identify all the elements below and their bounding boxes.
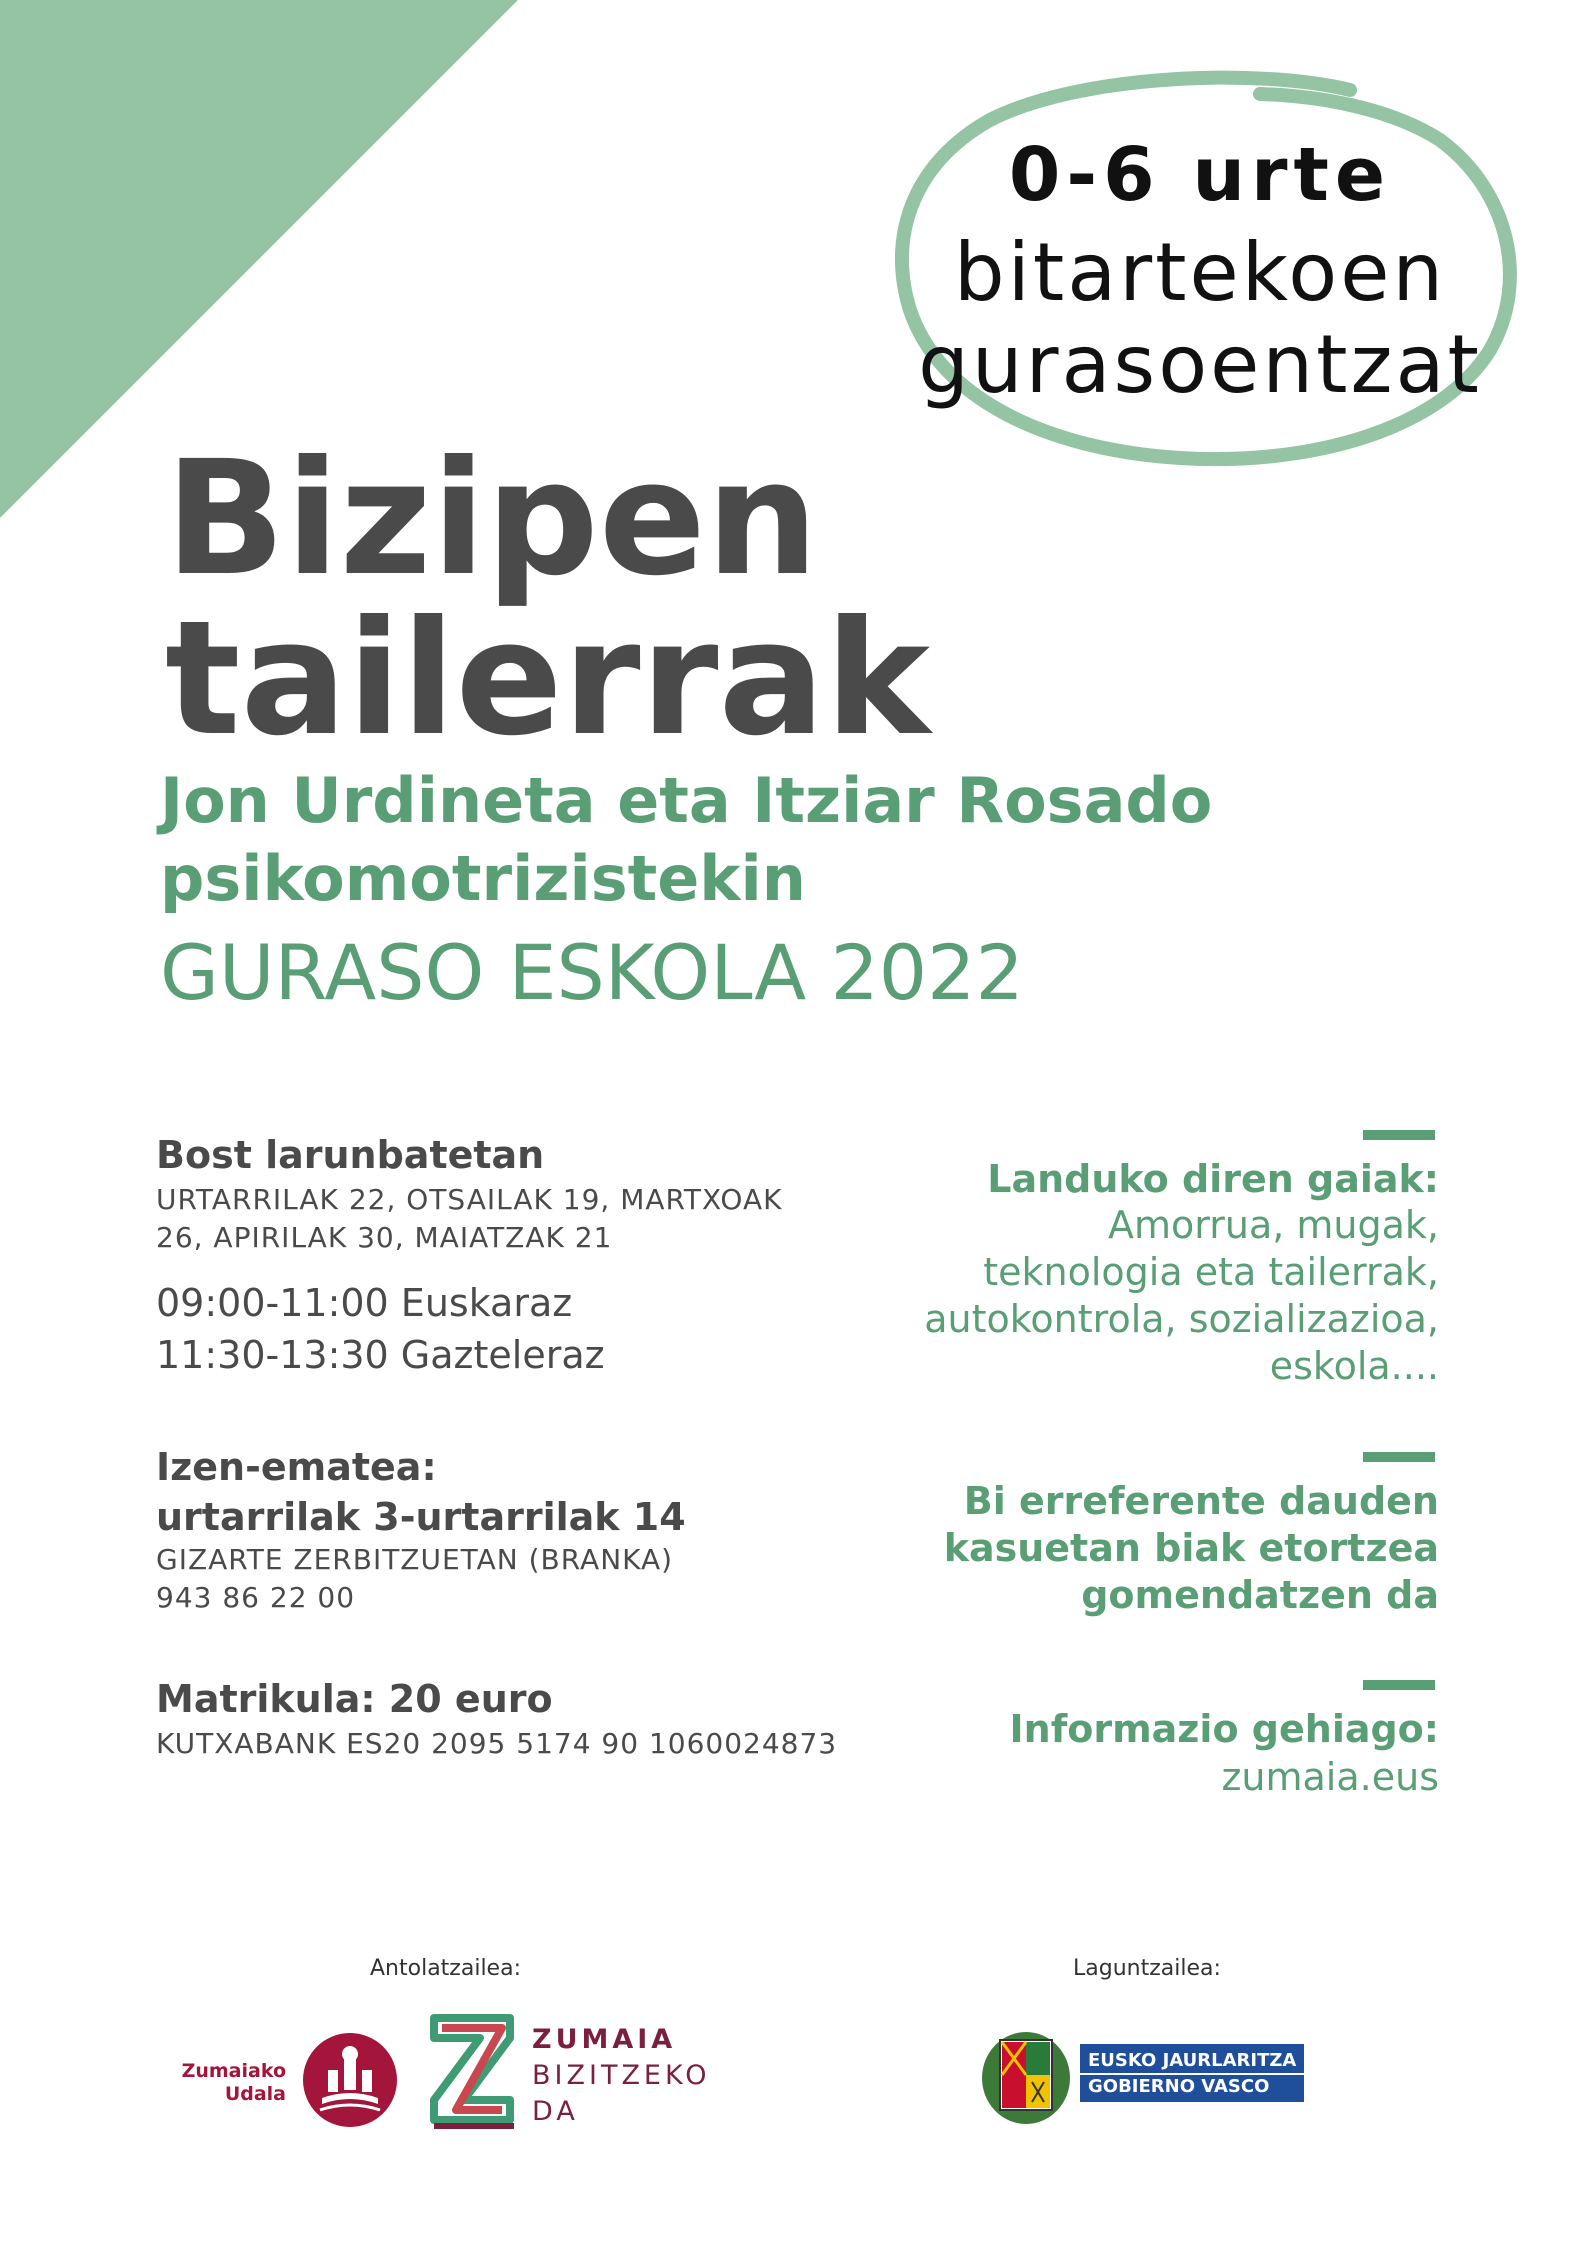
fee-bank-account: KUTXABANK ES20 2095 5174 90 1060024873 [156, 1727, 838, 1760]
topics-line: eskola.... [1269, 1344, 1439, 1388]
advice-line: Bi erreferente dauden [963, 1479, 1439, 1523]
registration-phone: 943 86 22 00 [156, 1581, 356, 1614]
info-heading: Informazio gehiago: [1009, 1707, 1439, 1751]
badge-line-2: bitartekoen [953, 226, 1447, 319]
organizer-label: Antolatzailea: [370, 1956, 521, 1981]
badge-age-range: 0-6 urte [1008, 132, 1392, 218]
topics-heading: Landuko diren gaiak: [987, 1157, 1439, 1201]
school-name: GURASO ESKOLA 2022 [160, 928, 1024, 1017]
supporter-label: Laguntzailea: [1073, 1956, 1221, 1981]
udala-name-line-1: Zumaiako [181, 2060, 286, 2082]
zumaia-tagline-line-2: DA [532, 2096, 579, 2127]
zumaia-z-logo-icon [424, 2008, 524, 2134]
section-divider-bar [1363, 1680, 1435, 1690]
badge-line-3: gurasoentzat [918, 318, 1482, 411]
schedule-time-basque: 09:00-11:00 Euskaraz [156, 1281, 573, 1325]
registration-place: GIZARTE ZERBITZUETAN (BRANKA) [156, 1543, 674, 1576]
schedule-heading: Bost larunbatetan [156, 1133, 545, 1177]
basque-government-name-plate [1080, 2044, 1304, 2102]
section-divider-bar [1363, 1452, 1435, 1462]
subtitle-line-1: Jon Urdineta eta Itziar Rosado [160, 764, 1213, 837]
topics-line: autokontrola, sozializazioa, [924, 1297, 1439, 1341]
schedule-dates-line-1: URTARRILAK 22, OTSAILAK 19, MARTXOAK [156, 1183, 783, 1216]
udala-seal-icon [300, 2030, 400, 2130]
name-plate-divider [1080, 2073, 1304, 2075]
zumaia-tagline-line-1: BIZITZEKO [532, 2060, 711, 2091]
page-title-line-1: Bizipen [165, 427, 819, 611]
advice-line: gomendatzen da [1081, 1573, 1439, 1617]
udala-name-line-2: Udala [224, 2082, 286, 2105]
basque-government-name-spanish: GOBIERNO VASCO [1088, 2076, 1270, 2097]
schedule-dates-line-2: 26, APIRILAK 30, MAIATZAK 21 [156, 1221, 613, 1254]
topics-line: Amorrua, mugak, [1108, 1203, 1439, 1247]
advice-line: kasuetan biak etortzea [943, 1526, 1439, 1570]
basque-government-coat-of-arms-icon [980, 2026, 1072, 2126]
info-link[interactable]: zumaia.eus [1221, 1755, 1439, 1799]
basque-government-name-basque: EUSKO JAURLARITZA [1088, 2050, 1297, 2071]
registration-dates: urtarrilak 3-urtarrilak 14 [156, 1495, 686, 1539]
registration-heading: Izen-ematea: [156, 1445, 437, 1489]
section-divider-bar [1363, 1130, 1435, 1140]
subtitle-line-2: psikomotrizistekin [160, 842, 806, 915]
page-title-line-2: tailerrak [165, 587, 931, 771]
zumaia-wordmark: ZUMAIA [532, 2024, 677, 2055]
udala-logo-text [150, 2060, 286, 2106]
topics-line: teknologia eta tailerrak, [983, 1250, 1439, 1294]
schedule-time-spanish: 11:30-13:30 Gazteleraz [156, 1333, 605, 1377]
fee-heading: Matrikula: 20 euro [156, 1677, 553, 1721]
